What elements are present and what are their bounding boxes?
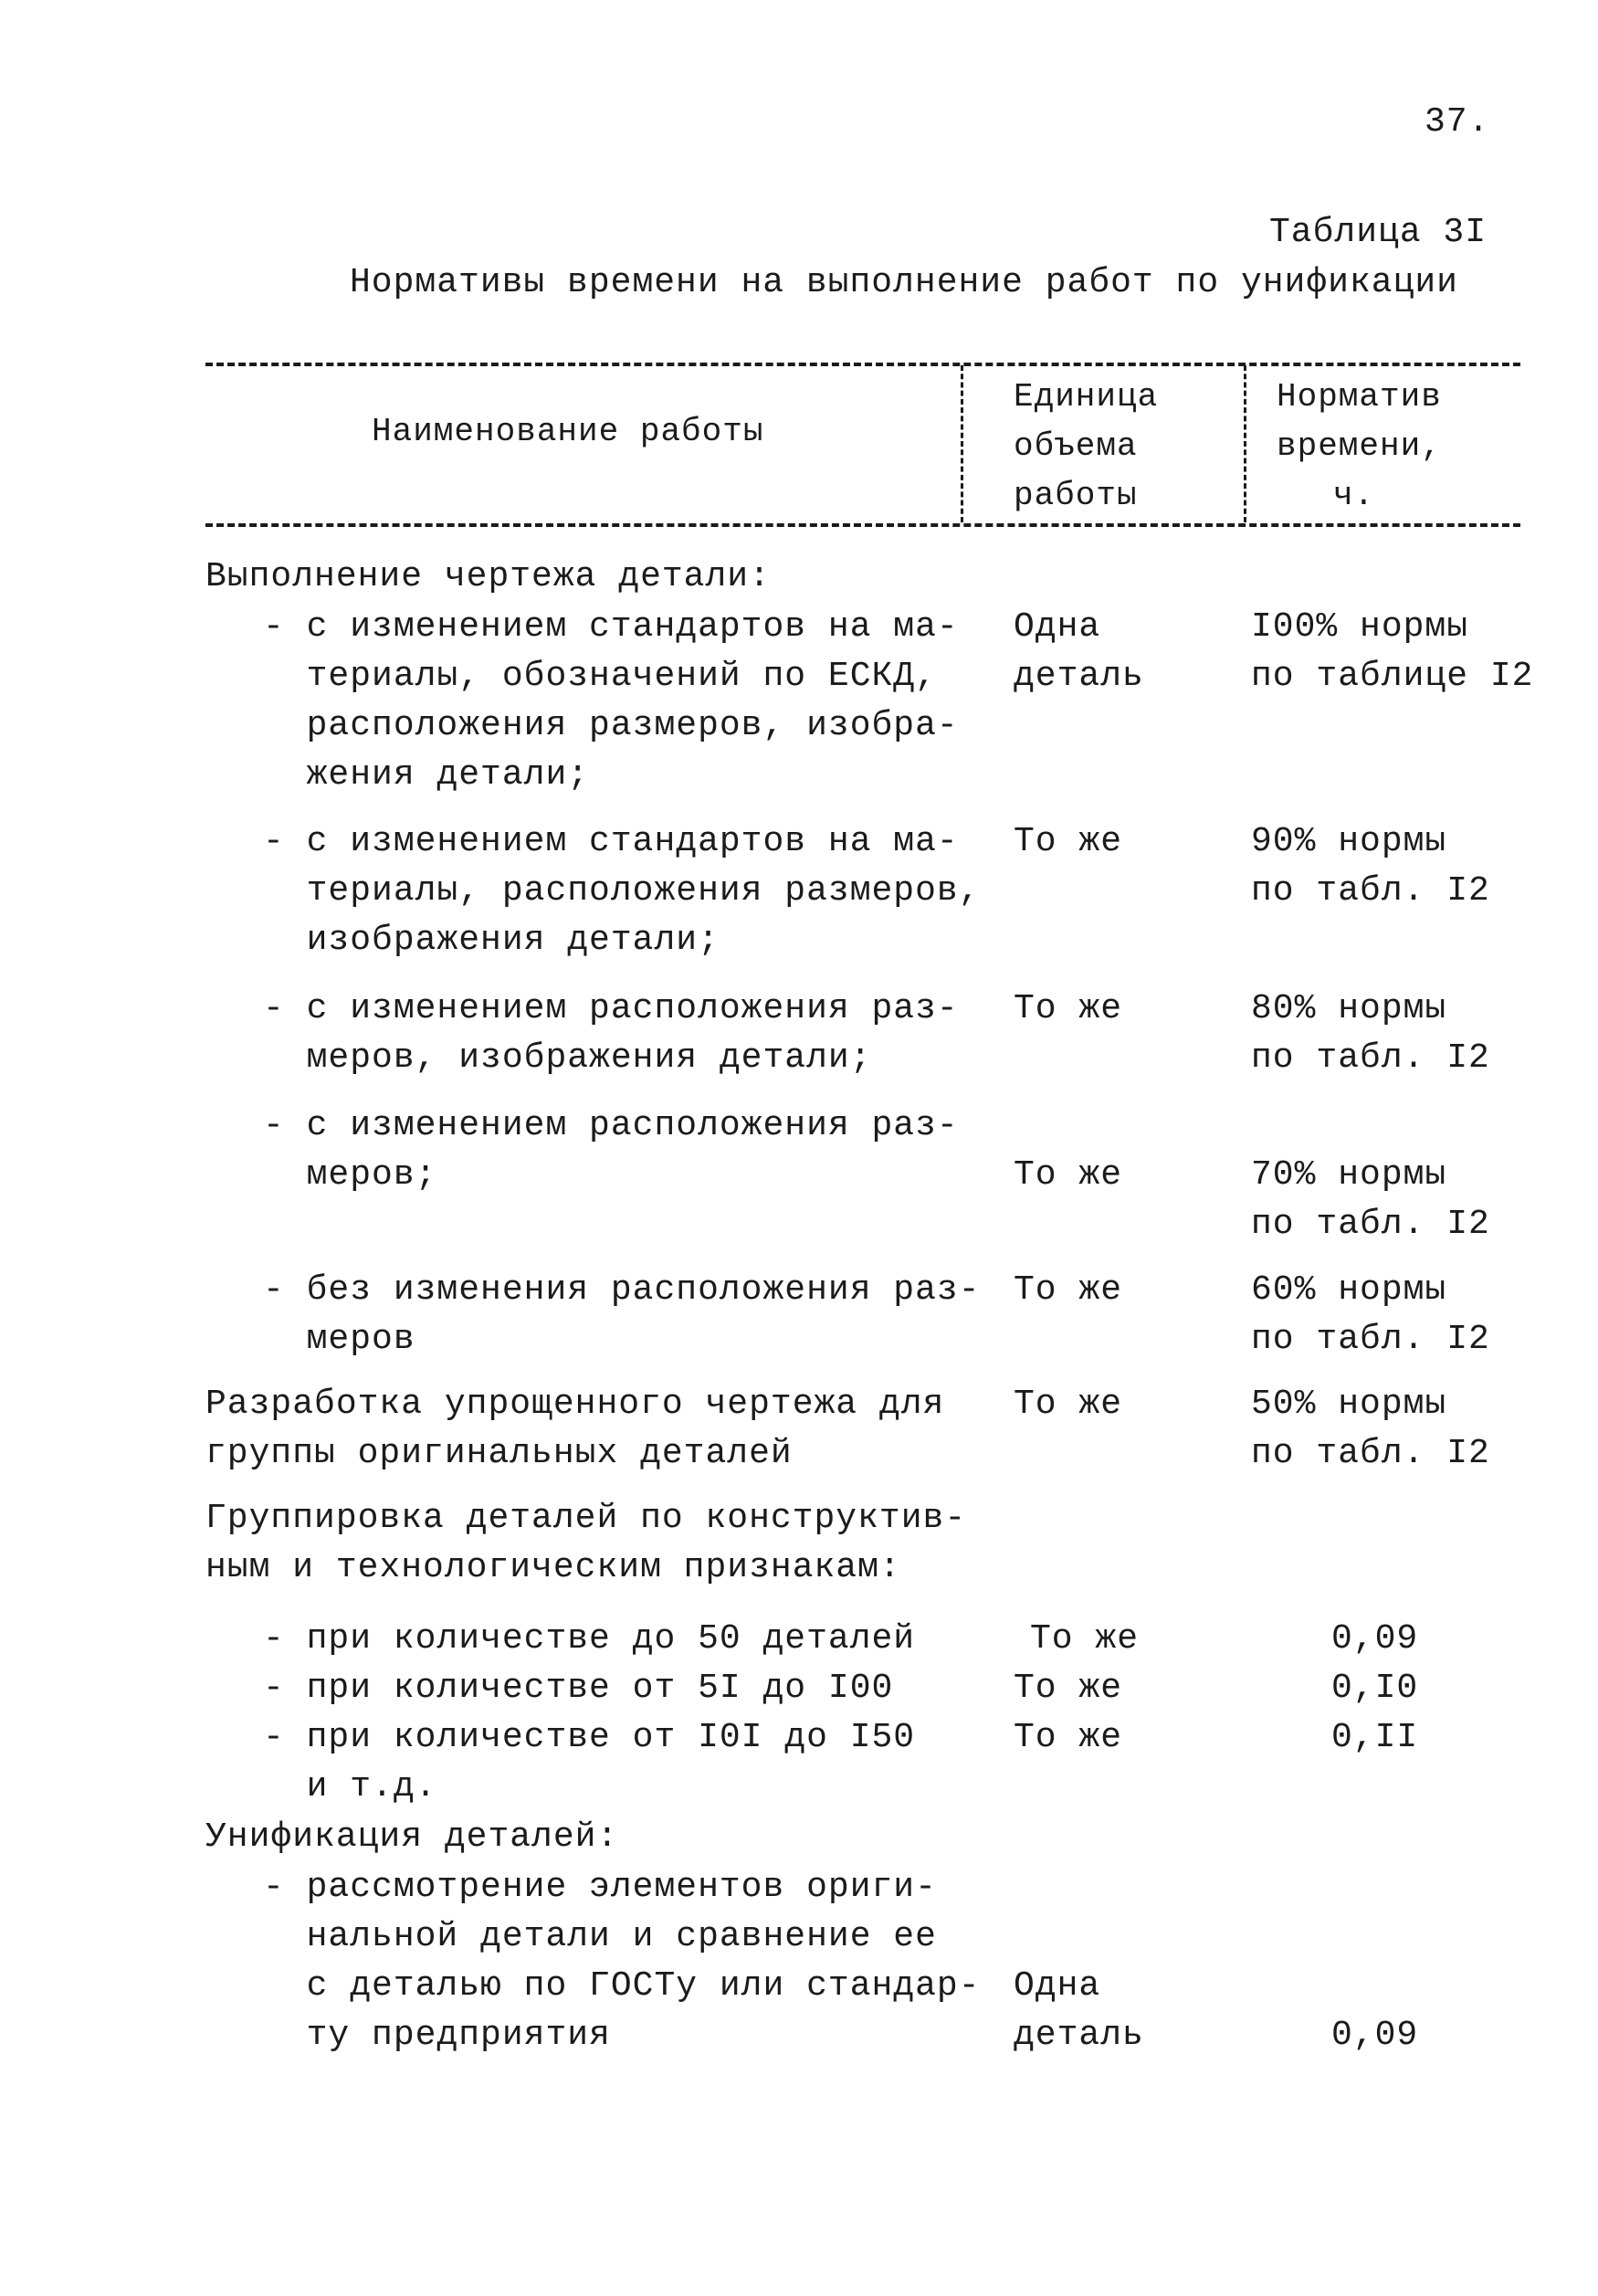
table-row-name: меров — [263, 1320, 415, 1359]
table-row-norm: 0,I0 — [1331, 1669, 1419, 1708]
table-row-norm: 50% нормы — [1251, 1385, 1447, 1424]
table-row-name: териалы, расположения размеров, — [263, 871, 981, 911]
table-row-norm: 60% нормы — [1251, 1270, 1447, 1310]
table-row-name: меров, изображения детали; — [263, 1038, 872, 1078]
header-top-rule — [205, 363, 1520, 366]
table-row-name: с деталью по ГОСТу или стандар- — [263, 1966, 981, 2006]
header-unit-line-3: работы — [1014, 477, 1138, 514]
table-row-norm: по табл. I2 — [1251, 1205, 1490, 1244]
table-row-name: - рассмотрение элементов ориги- — [263, 1868, 937, 1907]
table-row-unit: То же — [1014, 1385, 1123, 1424]
table-row-name: - с изменением стандартов на ма- — [263, 822, 959, 861]
table-row-name: нальной детали и сравнение ее — [263, 1917, 937, 1956]
table-row-norm: по таблице I2 — [1251, 657, 1534, 696]
header-bottom-rule — [205, 523, 1520, 527]
table-row-name: - с изменением стандартов на ма- — [263, 607, 959, 647]
table-row-name: - с изменением расположения раз- — [263, 989, 959, 1028]
table-row-name: жения детали; — [263, 755, 590, 795]
table-row-norm: I00% нормы — [1251, 607, 1469, 647]
table-row-norm: 0,09 — [1331, 1619, 1419, 1659]
table-row-norm: 0,09 — [1331, 2016, 1419, 2055]
header-unit-line-1: Единица — [1014, 378, 1159, 416]
table-label: Таблица 3I — [1269, 213, 1488, 252]
header-norm-line-2: времени, — [1277, 427, 1442, 465]
table-row-unit: То же — [1014, 1718, 1123, 1757]
table-row-unit: То же — [1014, 822, 1123, 861]
table-row-name: - при количестве от I0I до I50 — [263, 1718, 916, 1757]
table-title: Нормативы времени на выполнение работ по унификации — [350, 263, 1458, 302]
table-row-norm: 70% нормы — [1251, 1155, 1447, 1195]
table-row-unit: Одна — [1014, 1966, 1101, 2006]
page-number: 37. — [1425, 102, 1490, 142]
table-row-unit: деталь — [1014, 657, 1144, 696]
header-divider-2 — [1244, 365, 1246, 522]
table-row-name: Унификация деталей: — [205, 1817, 619, 1857]
table-row-unit: То же — [1014, 1669, 1123, 1708]
table-row-norm: по табл. I2 — [1251, 1038, 1490, 1078]
table-row-norm: по табл. I2 — [1251, 871, 1490, 911]
table-row-unit: Одна — [1014, 607, 1101, 647]
table-row-name: - с изменением расположения раз- — [263, 1106, 959, 1145]
table-row-name: меров; — [263, 1155, 437, 1195]
table-row-norm: 0,II — [1331, 1718, 1419, 1757]
header-norm-line-1: Норматив — [1277, 378, 1442, 416]
table-row-unit: деталь — [1014, 2016, 1144, 2055]
table-row-name: Группировка деталей по конструктив- — [205, 1499, 967, 1538]
header-work-name: Наименование работы — [372, 413, 764, 450]
table-row-unit: То же — [1014, 1155, 1123, 1195]
header-divider-1 — [961, 365, 963, 522]
table-row-name: и т.д. — [263, 1767, 437, 1806]
table-row-name: териалы, обозначений по ЕСКД, — [263, 657, 937, 696]
table-row-name: - при количестве до 50 деталей — [263, 1619, 916, 1659]
table-row-name: ту предприятия — [263, 2016, 611, 2055]
table-row-norm: по табл. I2 — [1251, 1320, 1490, 1359]
table-row-name: ным и технологическим признакам: — [205, 1548, 901, 1587]
table-row-norm: 80% нормы — [1251, 989, 1447, 1028]
table-row-unit: То же — [1014, 989, 1123, 1028]
table-row-name: группы оригинальных деталей — [205, 1434, 793, 1473]
table-row-name: Выполнение чертежа детали: — [205, 557, 771, 596]
table-row-norm: по табл. I2 — [1251, 1434, 1490, 1473]
table-row-name: Разработка упрощенного чертежа для — [205, 1385, 945, 1424]
table-row-name: - при количестве от 5I до I00 — [263, 1669, 894, 1708]
table-row-name: расположения размеров, изобра- — [263, 706, 959, 745]
header-norm-line-3: ч. — [1333, 477, 1375, 514]
table-row-name: - без изменения расположения раз- — [263, 1270, 981, 1310]
table-row-norm: 90% нормы — [1251, 822, 1447, 861]
table-row-name: изображения детали; — [263, 921, 720, 960]
table-row-unit: То же — [1014, 1270, 1123, 1310]
header-unit-line-2: объема — [1014, 427, 1138, 465]
table-row-unit: То же — [1030, 1619, 1140, 1659]
